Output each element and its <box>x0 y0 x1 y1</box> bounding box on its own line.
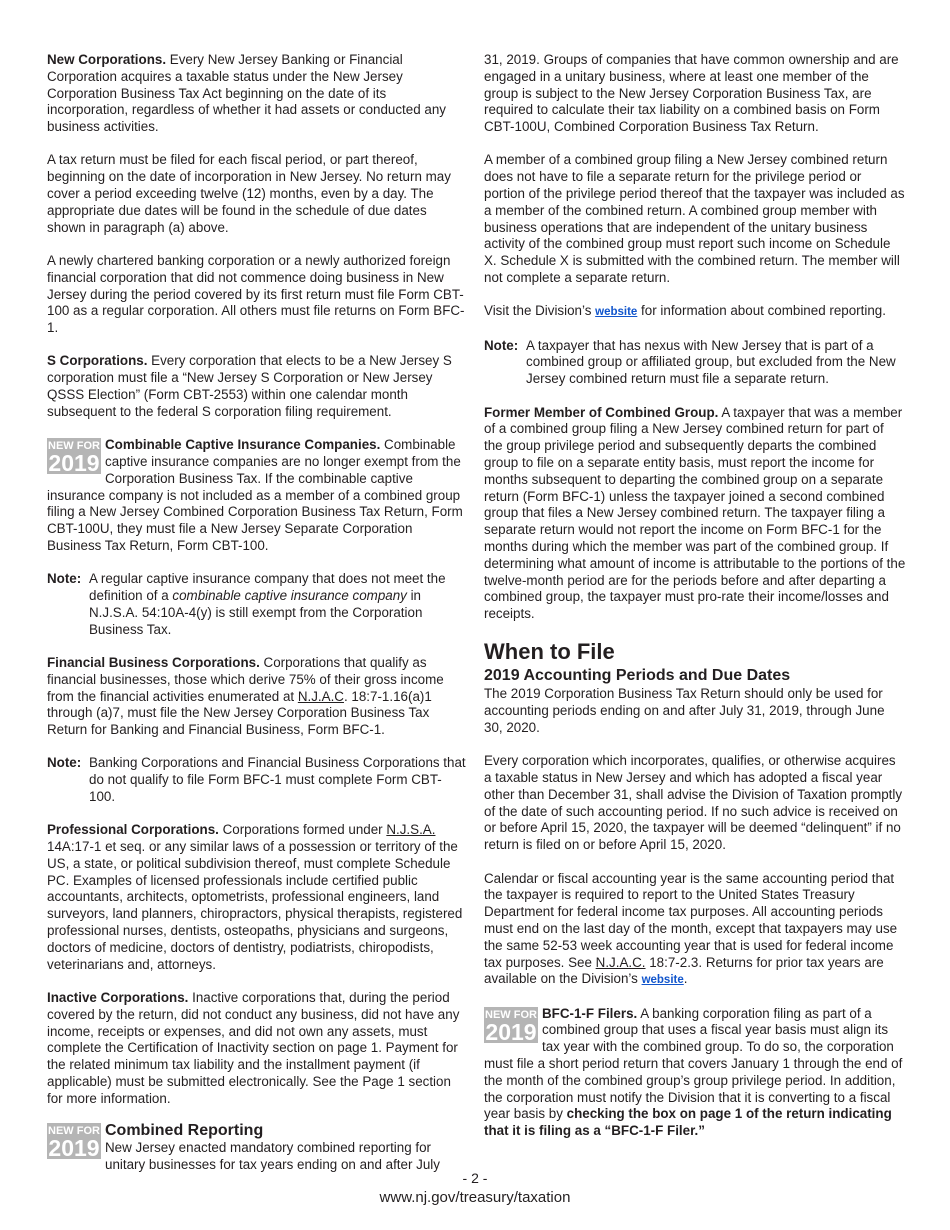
combined-continued-paragraph: 31, 2019. Groups of companies that have common ownership and are engaged in a unitary business, where at least one member of the group is subject to the New Jersey Corporation Business Tax, are required to calculate their tax liability on a combined basis on Form CBT-100U, Combined Corporation Business Tax Return. <box>484 52 899 135</box>
new-for-2019-badge <box>47 438 101 474</box>
new-for-2019-badge <box>484 1007 538 1043</box>
badge-line1: NEW FOR <box>485 1008 537 1021</box>
badge-line2: 2019 <box>485 1018 537 1043</box>
calendar-year-paragraph: Calendar or fiscal accounting year is the same accounting period that the taxpayer is required to report to the United States Treasury Department for federal income tax purposes. All accounting periods must end on the last day of the month, except that taxpayers may use the same 52-53 week accounting year that is used for federal income tax purposes. See N.J.A.C. 18:7-2.3. Returns for prior tax years are available on the Division’s website. <box>484 870 898 987</box>
right-column <box>484 52 906 1157</box>
note-nexus: Note: A taxpayer that has nexus with New Jersey that is part of a combined group or affiliated group, but excluded from the New Jersey combined return must file a separate return. <box>484 337 896 387</box>
badge-line1: NEW FOR <box>48 1125 100 1138</box>
combined-reporting-section <box>47 1122 467 1174</box>
badge-line2: 2019 <box>48 450 100 475</box>
tax-return-paragraph: A tax return must be filed for each fiscal period, or part thereof, beginning on the date of incorporation in New Jersey. No return may cover a period exceeding twelve (12) months, even by a day. The appropriate due dates will be found in the schedule of due dates shown in paragraph (a) above. <box>47 152 451 235</box>
combined-reporting-heading: Combined Reporting <box>105 1122 264 1140</box>
bfc-filers-paragraph: NEW FOR 2019 BFC-1-F Filers. A banking corporation filing as part of a combined group that uses a fiscal year basis must align its tax year with the combined group. To do so, the corporation must file a short period return that covers January 1 through the end of the month of the combined group’s group privilege period. In addition, the corporation must notify the Division that it is converting to a fiscal year basis by checking the box on page 1 of the return indicating that it is filing as a “BFC-1-F Filer.” <box>484 1005 903 1139</box>
page-number: - 2 - <box>462 1170 488 1186</box>
footer-url: www.nj.gov/treasury/taxation <box>379 1189 571 1206</box>
professional-corporations-paragraph: Professional Corporations. Corporations formed under N.J.S.A. 14A:17-1 et seq. or any similar laws of a possession or territory of the US, a state, or political subdivision thereof, must complete Schedule PC. Examples of licensed professionals include certified public accountants, architects, optometrists, professional engineers, land surveyors, land planners, chiropractors, physical therapists, registered professional nurses, dentists, osteopaths, physicians and surgeons, doctors of medicine, doctors of dentistry, podiatrists, chiropodists, veterinarians and, attorneys. <box>47 822 463 972</box>
new-for-2019-badge <box>47 1123 101 1159</box>
accounting-periods-paragraph: The 2019 Corporation Business Tax Return should only be used for accounting periods ending on and after July 31, 2019, through June 30, 2020. <box>484 686 885 735</box>
former-member-paragraph: Former Member of Combined Group. A taxpayer that was a member of a combined group filing a New Jersey combined return for part of the group privilege period and subsequently departs the combined group to file on a separate entity basis, must report the income for months subsequent to departing the combined group on a separate return (Form BFC-1) unless the taxpayer joined a second combined group that files a New Jersey combined return. The taxpayer filing a separate return would not report the income on Form BFC-1 for the months during which the member was part of the combined group. If determining what amount of income is attributable to the portions of the twelve-month period are for the periods before and after departing a combined group, the taxpayer must pro-rate their income/losses and receipts. <box>484 404 906 622</box>
note-banking: Note: Banking Corporations and Financial Business Corporations that do not qualify to file Form BFC-1 must complete Form CBT-100. <box>47 755 466 804</box>
newly-chartered-paragraph: A newly chartered banking corporation or a newly authorized foreign financial corporation that did not commence doing business in New Jersey during the period covered by its first return must file Form CBT-100 as a regular corporation. All others must file returns on Form BFC-1. <box>47 252 465 336</box>
badge-line1: NEW FOR <box>48 440 100 453</box>
badge-line2: 2019 <box>48 1135 100 1160</box>
accounting-periods-heading: 2019 Accounting Periods and Due Dates <box>484 667 791 685</box>
combined-reporting-body: New Jersey enacted mandatory combined reporting for unitary businesses for tax years ending on and after July <box>105 1140 440 1172</box>
new-corporations-paragraph: New Corporations. Every New Jersey Banking or Financial Corporation acquires a taxable status under the New Jersey Corporation Business Tax Act beginning on the date of its incorporation, regardless of whether it had assets or conducted any business activities. <box>47 52 446 135</box>
new-corporations-title: New Corporations. <box>47 52 167 67</box>
when-to-file-heading: When to File <box>484 639 615 665</box>
visit-paragraph: Visit the Division’s website for information about combined reporting. <box>484 303 886 319</box>
every-corporation-paragraph: Every corporation which incorporates, qualifies, or otherwise acquires a taxable status in New Jersey and which has adopted a fiscal year other than December 31, shall advise the Division of Taxation promptly of the date of such accounting period. If no such advice is received on or before April 15, 2020, the taxpayer will be deemed “delinquent” if no return is filed on or before April 15, 2020. <box>484 753 903 853</box>
website-link[interactable]: website <box>595 306 638 319</box>
website-link[interactable]: website <box>641 974 684 987</box>
left-column <box>47 52 467 1174</box>
inactive-corporations-paragraph: Inactive Corporations. Inactive corporations that, during the period covered by the return, did not conduct any business, did not have any income, receipts or expenses, and did not own any assets, must complete the Certification of Inactivity section on page 1. Payment for the related minimum tax liability and the installment payment (if applicable) must be submitted electronically. See the Page 1 section for more information. <box>47 989 460 1106</box>
note-captive: Note: A regular captive insurance company that does not meet the definition of a combinable captive insurance company in N.J.S.A. 54:10A-4(y) is still exempt from the Corporation Business Tax. <box>47 571 446 637</box>
member-paragraph: A member of a combined group filing a New Jersey combined return does not have to file a separate return for the privilege period or portion of the privilege period thereof that the taxpayer was included as a member of the combined return. A combined group member with business operations that are independent of the unitary business activity of the combined group must report such income on Schedule X. Schedule X is submitted with the combined return. The member will not complete a separate return. <box>484 152 905 286</box>
financial-business-paragraph: Financial Business Corporations. Corporations that qualify as financial businesses, those which derive 75% of their gross income from the financial activities enumerated at N.J.A.C. 18:7-1.16(a)1 through (a)7, must file the New Jersey Corporation Business Tax Return for Banking and Financial Business, Form BFC-1. <box>47 654 444 738</box>
captive-insurance-paragraph: NEW FOR 2019 Combinable Captive Insurance Companies. Combinable captive insurance companies are no longer exempt from the Corporation Business Tax. If the combinable captive insurance company is not included as a member of a combined group filing a New Jersey Combined Corporation Business Tax Return, Form CBT-100U, they must file a New Jersey Separate Corporation Business Tax Return, Form CBT-100. <box>47 437 463 553</box>
s-corporations-paragraph: S Corporations. Every corporation that elects to be a New Jersey S corporation must file a “New Jersey S Corporation or New Jersey QSSS Election” (Form CBT-2553) within one calendar month subsequent to the federal S corporation filing requirement. <box>47 353 452 419</box>
